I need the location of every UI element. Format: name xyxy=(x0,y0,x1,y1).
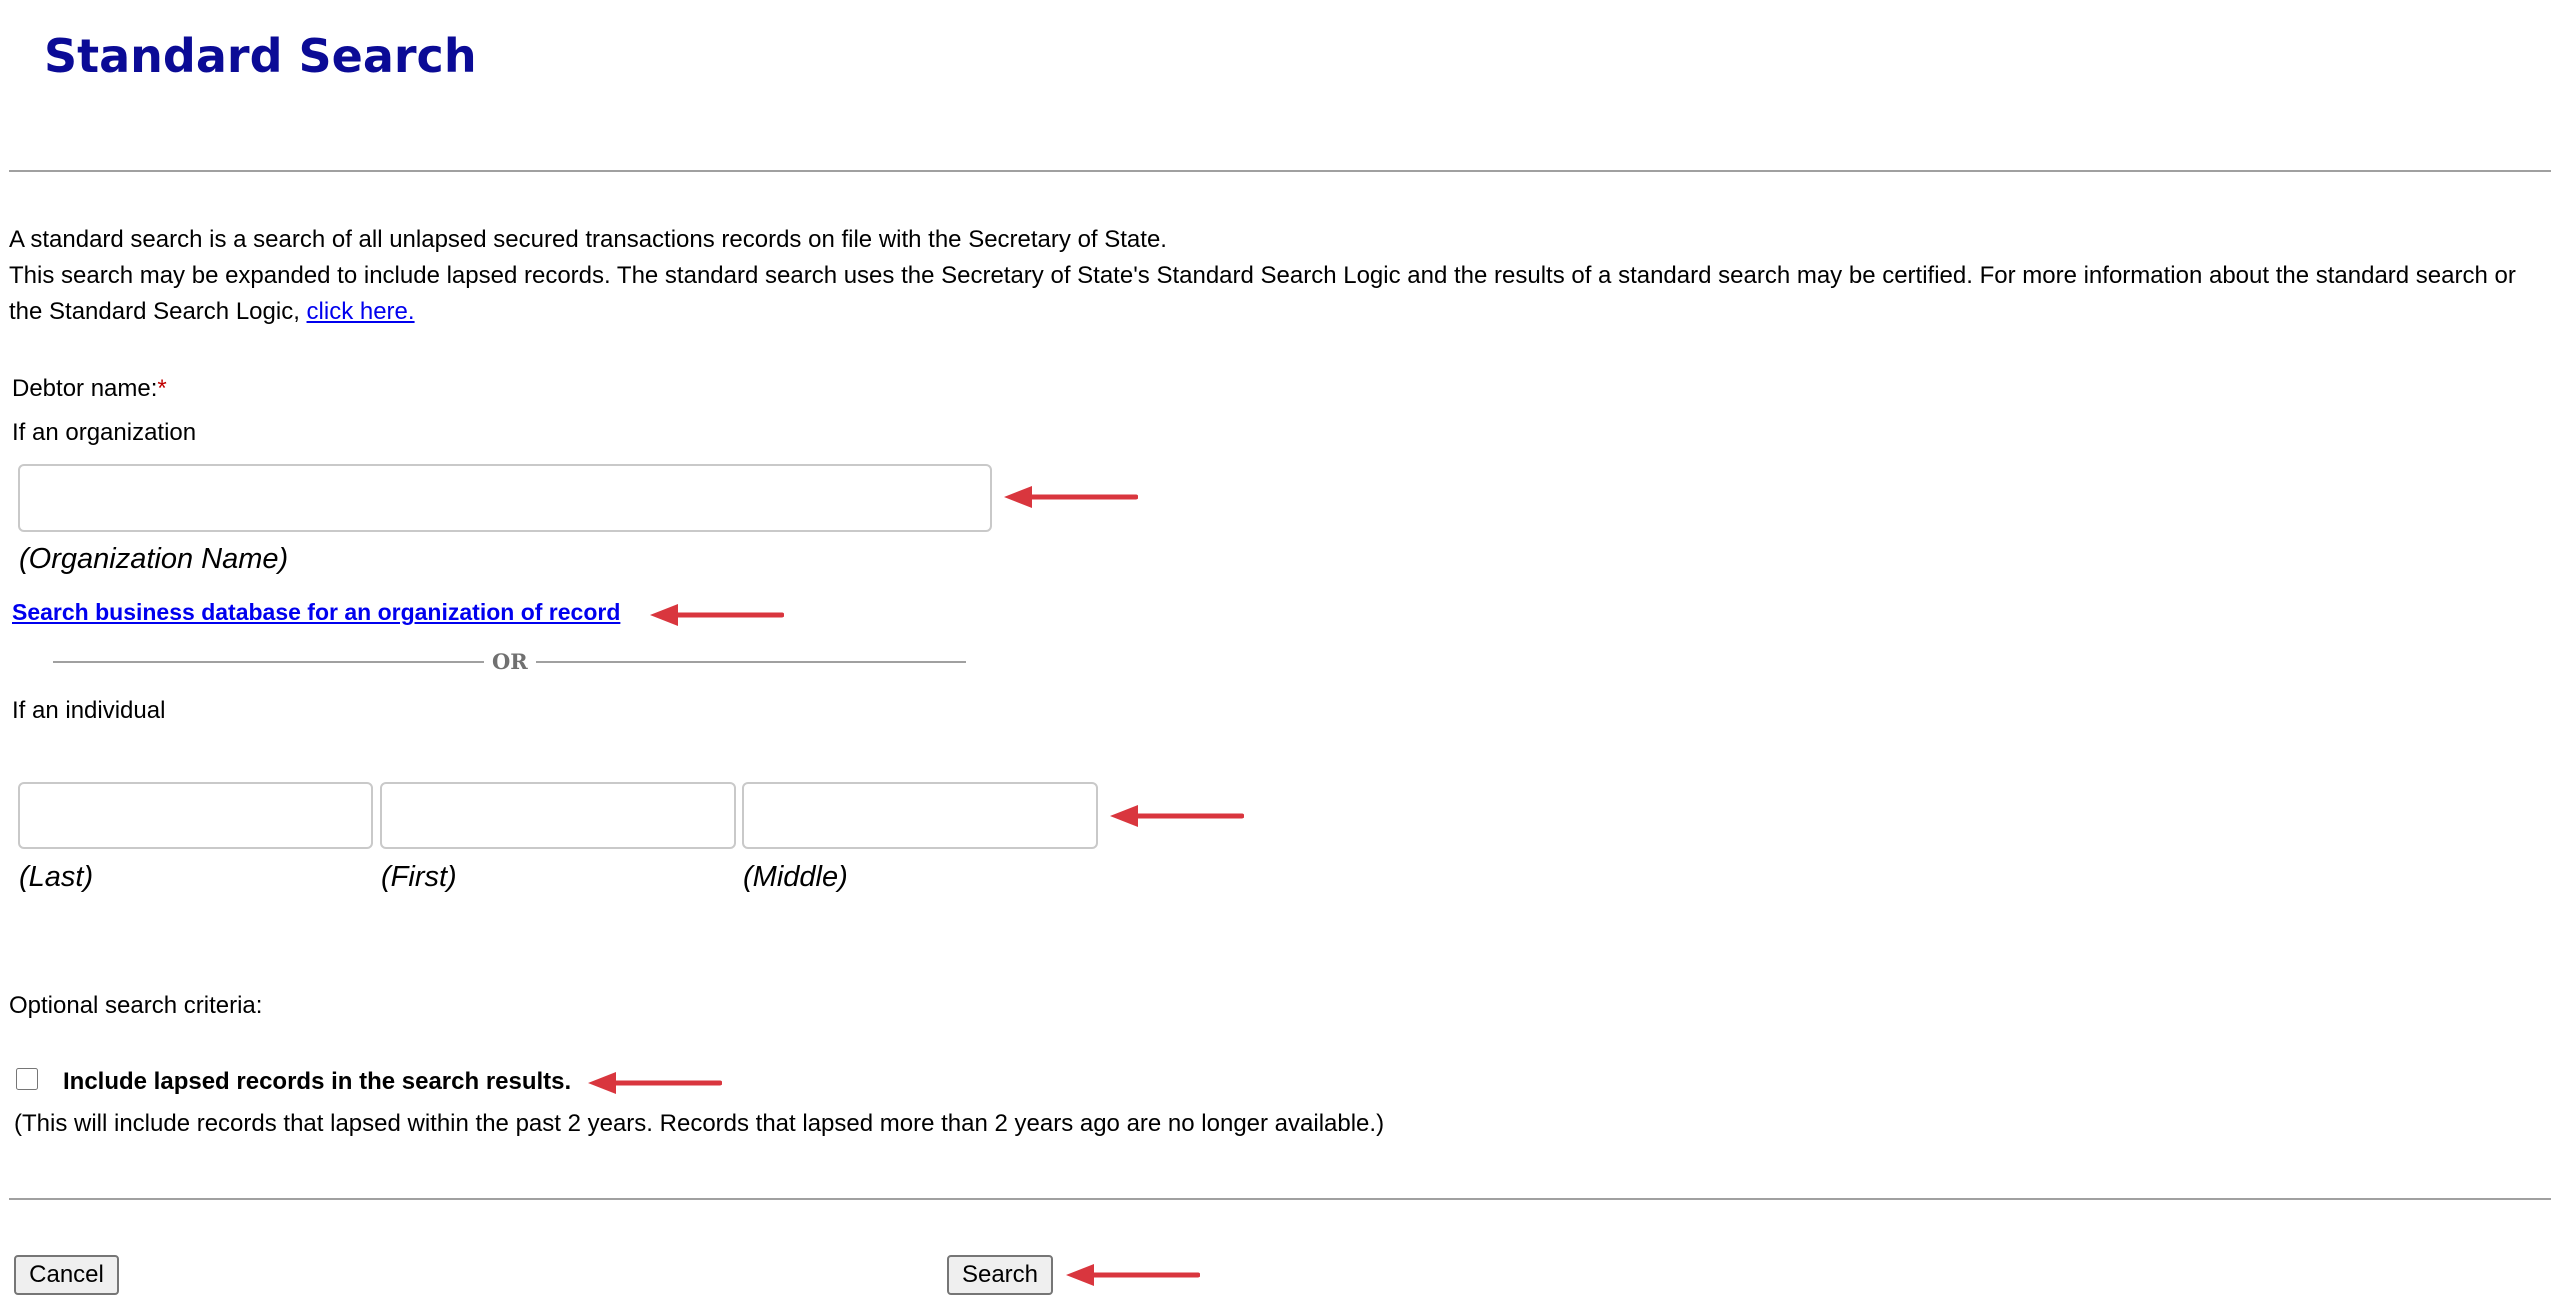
middle-name-input[interactable] xyxy=(742,782,1098,849)
include-lapsed-label[interactable]: Include lapsed records in the search results. xyxy=(63,1068,572,1095)
search-button[interactable]: Search xyxy=(947,1255,1053,1295)
individual-heading: If an individual xyxy=(12,697,166,724)
search-business-database-link[interactable]: Search business database for an organization of record xyxy=(12,599,621,625)
red-arrow-left-icon xyxy=(1110,804,1244,828)
red-arrow-left-icon xyxy=(650,603,784,627)
include-lapsed-checkbox[interactable] xyxy=(16,1068,38,1090)
org-name-caption: (Organization Name) xyxy=(19,543,289,575)
bottom-divider xyxy=(9,1198,2551,1200)
or-divider-right xyxy=(536,661,966,663)
last-name-caption: (Last) xyxy=(19,861,94,893)
or-divider-left xyxy=(53,661,484,663)
debtor-name-label xyxy=(12,375,167,403)
or-separator-text: OR xyxy=(492,649,528,674)
lapsed-records-note: (This will include records that lapsed within the past 2 years. Records that lapsed more than 2 years ago are no longer available.) xyxy=(14,1110,1385,1137)
cancel-button[interactable]: Cancel xyxy=(14,1255,119,1295)
intro-line-1: A standard search is a search of all unlapsed secured transactions records on file with the Secretary of State. xyxy=(9,226,1167,253)
first-name-caption: (First) xyxy=(381,861,457,893)
red-arrow-left-icon xyxy=(1066,1263,1200,1287)
top-divider xyxy=(9,170,2551,172)
optional-criteria-heading: Optional search criteria: xyxy=(9,992,263,1019)
intro-line-2 xyxy=(9,258,2554,330)
middle-name-caption: (Middle) xyxy=(743,861,848,893)
org-heading: If an organization xyxy=(12,419,197,446)
required-asterisk: * xyxy=(157,375,167,402)
last-name-input[interactable] xyxy=(18,782,373,849)
first-name-input[interactable] xyxy=(380,782,736,849)
red-arrow-left-icon xyxy=(1004,485,1138,509)
intro-line-2-text: This search may be expanded to include lapsed records. The standard search uses the Secretary of State's Standard Search Logic and the results of a standard search may be certified. For more information about the standard search or the Standard Search Logic, xyxy=(9,262,2516,325)
debtor-name-label-text: Debtor name: xyxy=(12,375,158,402)
page-title: Standard Search xyxy=(44,28,477,83)
red-arrow-left-icon xyxy=(588,1071,722,1095)
intro-text xyxy=(9,222,2554,330)
click-here-link[interactable]: click here. xyxy=(306,298,415,325)
organization-name-input[interactable] xyxy=(18,464,992,532)
